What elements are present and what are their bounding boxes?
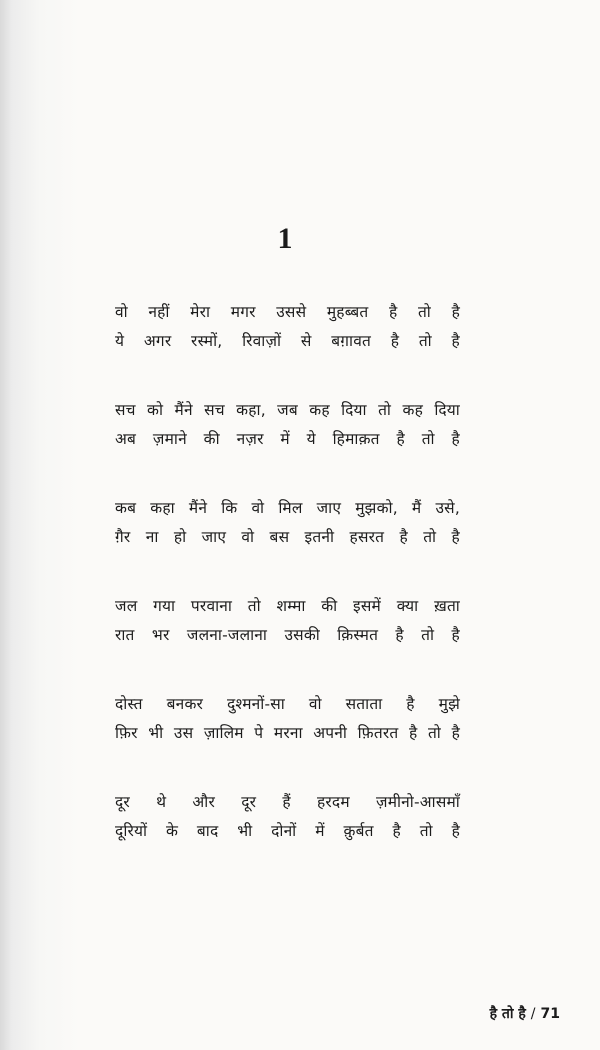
poem-line: रात भर जलना-जलाना उसकी क़िस्मत है तो है [115, 626, 460, 644]
stanza-1 [115, 298, 460, 356]
poem-line: जल गया परवाना तो शम्मा की इसमें क्या ख़ता [115, 597, 460, 615]
poem-line: अब ज़माने की नज़र में ये हिमाक़त है तो है [115, 430, 460, 448]
footer-separator: / [530, 1006, 536, 1022]
poem-line: दोस्त बनकर दुश्मनों-सा वो सताता है मुझे [115, 695, 460, 713]
poem-line: ये अगर रस्मों, रिवाज़ों से बग़ावत है तो है [115, 332, 460, 350]
poem-number: 1 [277, 222, 293, 255]
stanza-6 [115, 788, 460, 846]
poem-line: फ़िर भी उस ज़ालिम पे मरना अपनी फ़ितरत है तो है [115, 724, 460, 742]
poem-line: सच को मैंने सच कहा, जब कह दिया तो कह दिया [115, 401, 460, 419]
stanza-5 [115, 690, 460, 748]
poem-line: दूर थे और दूर हैं हरदम ज़मीनो-आसमाँ [115, 793, 460, 811]
page-number: 71 [540, 1006, 560, 1022]
poem-body [115, 298, 460, 886]
page-footer [490, 1004, 560, 1023]
poem-line: दूरियों के बाद भी दोनों में क़ुर्बत है तो है [115, 822, 460, 840]
stanza-4 [115, 592, 460, 650]
stanza-3 [115, 494, 460, 552]
book-title: है तो है [489, 1006, 526, 1022]
stanza-2 [115, 396, 460, 454]
poem-line: ग़ैर ना हो जाए वो बस इतनी हसरत है तो है [115, 528, 460, 546]
poem-line: कब कहा मैंने कि वो मिल जाए मुझको, मैं उसे, [115, 499, 460, 517]
poem-line: वो नहीं मेरा मगर उससे मुहब्बत है तो है [115, 303, 460, 321]
